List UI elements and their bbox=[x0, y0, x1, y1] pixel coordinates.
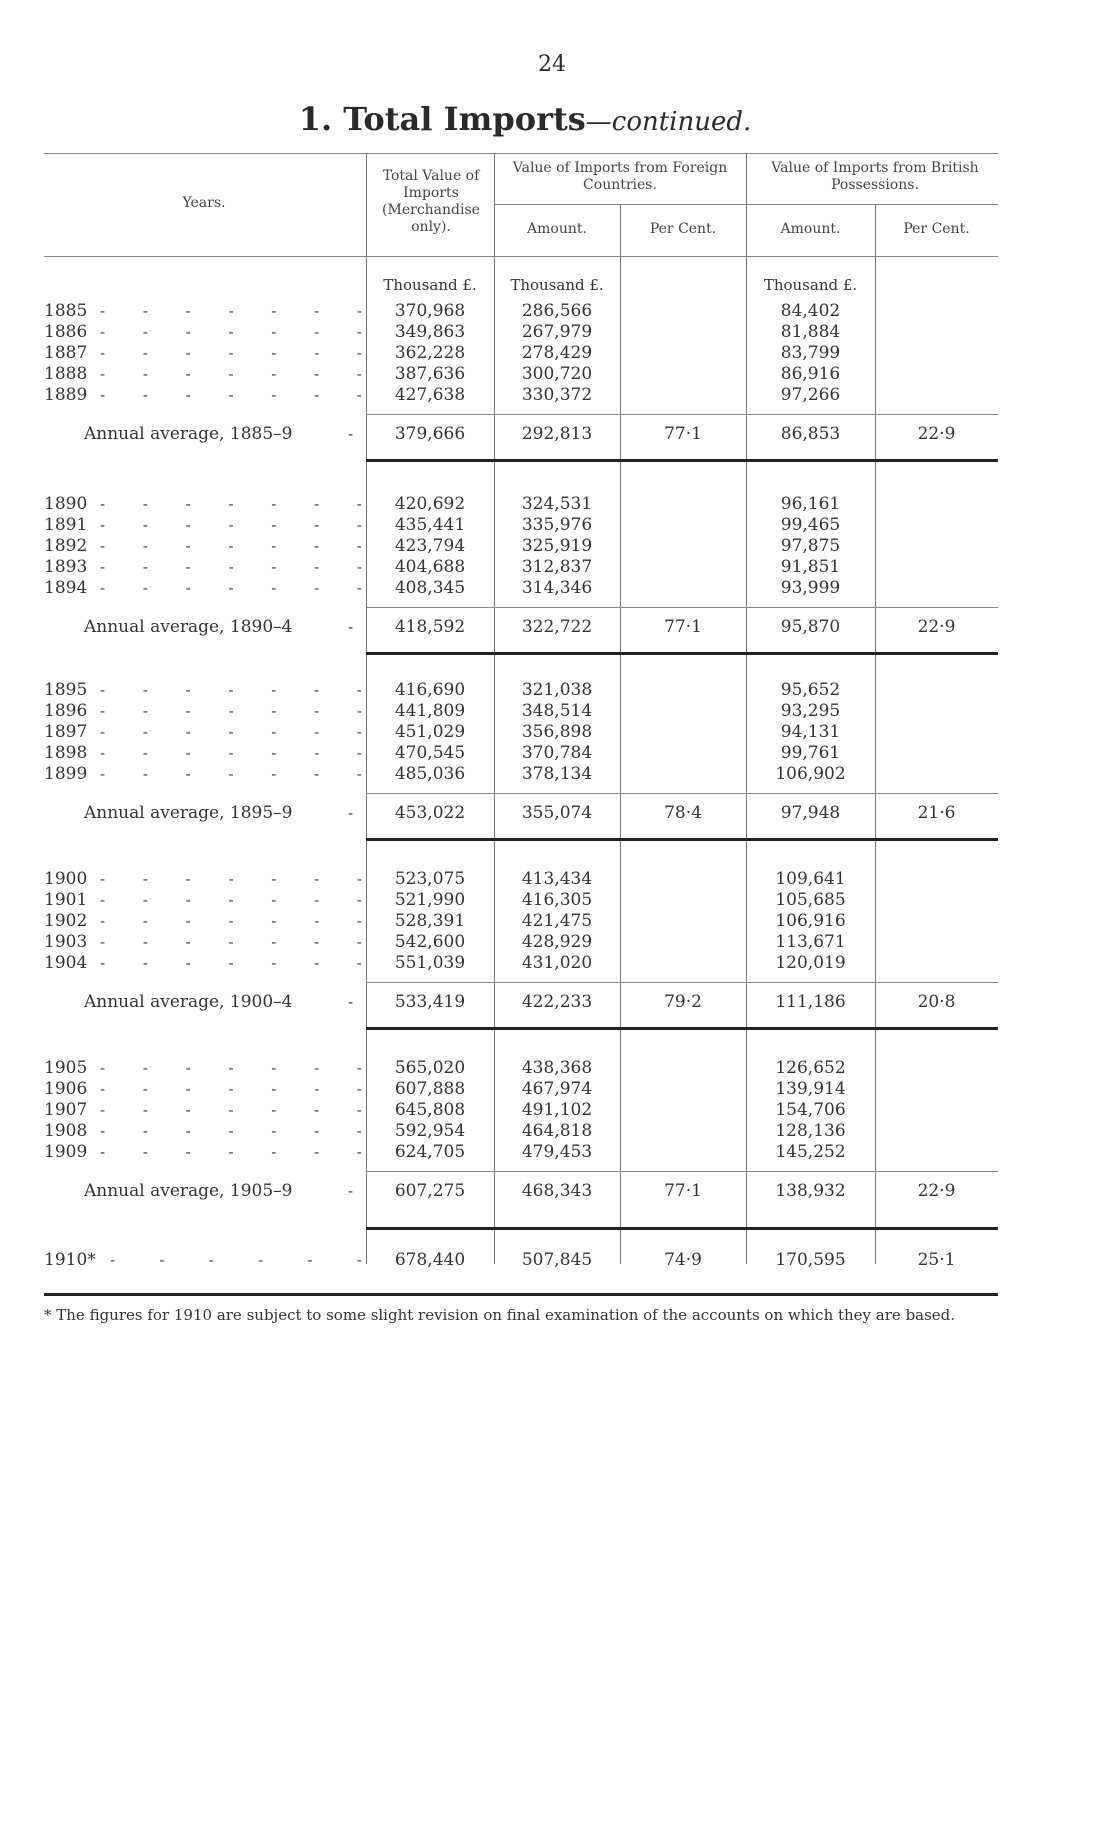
leader-dashes: - - - - - - - bbox=[100, 1101, 362, 1119]
leader-dashes: - - - - - - - bbox=[100, 765, 362, 783]
leader-dashes: - - - - - - - bbox=[100, 702, 362, 720]
average-rule bbox=[366, 982, 998, 983]
title-suffix: —continued. bbox=[585, 107, 752, 137]
foreign-amount-cell: 370,784 bbox=[521, 743, 593, 763]
year-cell: 1900 bbox=[44, 869, 88, 889]
foreign-amount-cell: 428,929 bbox=[521, 932, 593, 952]
average-foreign-pct: 77·1 bbox=[664, 424, 702, 444]
average-british: 86,853 bbox=[780, 424, 841, 444]
british-amount-cell: 106,916 bbox=[775, 911, 846, 931]
year-cell: 1897 bbox=[44, 722, 88, 742]
total-cell: 427,638 bbox=[394, 385, 466, 405]
total-cell: 387,636 bbox=[394, 364, 466, 384]
total-cell: 420,692 bbox=[394, 494, 466, 514]
year-cell: 1887 bbox=[44, 343, 88, 363]
year-cell: 1890 bbox=[44, 494, 88, 514]
foreign-amount-cell: 356,898 bbox=[521, 722, 593, 742]
unit-total: Thousand £. bbox=[383, 276, 477, 294]
leader-dashes: - - - - - - - bbox=[100, 365, 362, 383]
year-cell: 1898 bbox=[44, 743, 88, 763]
total-cell: 435,441 bbox=[394, 515, 466, 535]
british-amount-cell: 84,402 bbox=[780, 301, 841, 321]
foreign-amount-cell: 467,974 bbox=[521, 1079, 593, 1099]
group-separator bbox=[366, 652, 998, 655]
group-separator bbox=[366, 838, 998, 841]
leader-dashes: - - - - - - - bbox=[100, 516, 362, 534]
header-foreign: Value of Imports from Foreign Countries. bbox=[512, 160, 728, 193]
year-cell: 1907 bbox=[44, 1100, 88, 1120]
total-cell: 592,954 bbox=[394, 1121, 466, 1141]
year-cell: 1896 bbox=[44, 701, 88, 721]
leader-dashes: - - - - - - - bbox=[100, 344, 362, 362]
year-cell: 1903 bbox=[44, 932, 88, 952]
british-amount-cell: 86,916 bbox=[780, 364, 841, 384]
year-cell: 1908 bbox=[44, 1121, 88, 1141]
average-british-pct: 20·8 bbox=[917, 992, 956, 1012]
header-foreign-amount: Amount. bbox=[527, 221, 587, 237]
foreign-amount-cell: 324,531 bbox=[521, 494, 593, 514]
british-amount-cell: 91,851 bbox=[780, 557, 841, 577]
year-cell: 1894 bbox=[44, 578, 88, 598]
british-amount-cell: 120,019 bbox=[775, 953, 846, 973]
british-amount-cell: 106,902 bbox=[775, 764, 846, 784]
average-british-pct: 22·9 bbox=[917, 617, 956, 637]
british-amount-cell: 94,131 bbox=[780, 722, 841, 742]
header-years: Years. bbox=[182, 195, 226, 211]
average-british: 97,948 bbox=[780, 803, 841, 823]
title-main: 1. Total Imports bbox=[298, 100, 586, 138]
british-amount-cell: 99,761 bbox=[780, 743, 841, 763]
leader-dash: - bbox=[348, 1182, 354, 1200]
page-number: 24 bbox=[538, 52, 566, 77]
average-british-pct: 22·9 bbox=[917, 424, 956, 444]
header-foreign-per-cent: Per Cent. bbox=[649, 221, 717, 237]
total-cell: 404,688 bbox=[394, 557, 466, 577]
leader-dashes: - - - - - - - bbox=[100, 1059, 362, 1077]
average-foreign: 422,233 bbox=[521, 992, 593, 1012]
col-divider-total bbox=[494, 153, 495, 256]
leader-dashes: - - - - - - - bbox=[100, 579, 362, 597]
average-label: Annual average, 1885–9 bbox=[84, 424, 293, 444]
total-cell: 624,705 bbox=[394, 1142, 466, 1162]
average-total: 607,275 bbox=[394, 1181, 466, 1201]
average-rule bbox=[366, 793, 998, 794]
average-label: Annual average, 1890–4 bbox=[84, 617, 293, 637]
year-cell: 1905 bbox=[44, 1058, 88, 1078]
british-1910: 170,595 bbox=[775, 1250, 846, 1270]
foreign-amount-cell: 431,020 bbox=[521, 953, 593, 973]
year-cell: 1902 bbox=[44, 911, 88, 931]
foreign-amount-cell: 491,102 bbox=[521, 1100, 593, 1120]
leader-dashes: - - - - - - - bbox=[100, 537, 362, 555]
total-cell: 408,345 bbox=[394, 578, 466, 598]
average-british-pct: 22·9 bbox=[917, 1181, 956, 1201]
year-cell: 1893 bbox=[44, 557, 88, 577]
total-cell: 523,075 bbox=[394, 869, 466, 889]
year-cell: 1891 bbox=[44, 515, 88, 535]
leader-dashes: - - - - - - - bbox=[100, 302, 362, 320]
year-cell: 1899 bbox=[44, 764, 88, 784]
foreign-amount-cell: 286,566 bbox=[521, 301, 593, 321]
leader-dashes: - - - - - - - bbox=[100, 386, 362, 404]
average-total: 453,022 bbox=[394, 803, 466, 823]
british-amount-cell: 96,161 bbox=[780, 494, 841, 514]
foreign-amount-cell: 348,514 bbox=[521, 701, 593, 721]
total-cell: 470,545 bbox=[394, 743, 466, 763]
year-cell: 1906 bbox=[44, 1079, 88, 1099]
average-label: Annual average, 1895–9 bbox=[84, 803, 293, 823]
foreign-amount-cell: 300,720 bbox=[521, 364, 593, 384]
average-foreign: 355,074 bbox=[521, 803, 593, 823]
total-cell: 542,600 bbox=[394, 932, 466, 952]
total-cell: 521,990 bbox=[394, 890, 466, 910]
british-amount-cell: 95,652 bbox=[780, 680, 841, 700]
leader-dashes: - - - - - - bbox=[110, 1251, 362, 1269]
british-amount-cell: 154,706 bbox=[775, 1100, 846, 1120]
foreign-amount-cell: 325,919 bbox=[521, 536, 593, 556]
british-amount-cell: 105,685 bbox=[775, 890, 846, 910]
total-cell: 485,036 bbox=[394, 764, 466, 784]
british-amount-cell: 109,641 bbox=[775, 869, 846, 889]
leader-dashes: - - - - - - - bbox=[100, 933, 362, 951]
total-cell: 349,863 bbox=[394, 322, 466, 342]
foreign-pct-1910: 74·9 bbox=[664, 1250, 702, 1270]
british-amount-cell: 145,252 bbox=[775, 1142, 846, 1162]
average-total: 533,419 bbox=[394, 992, 466, 1012]
leader-dash: - bbox=[348, 618, 354, 636]
foreign-1910: 507,845 bbox=[521, 1250, 593, 1270]
foreign-amount-cell: 479,453 bbox=[521, 1142, 593, 1162]
total-cell: 423,794 bbox=[394, 536, 466, 556]
british-amount-cell: 128,136 bbox=[775, 1121, 846, 1141]
average-foreign: 322,722 bbox=[521, 617, 593, 637]
unit-british: Thousand £. bbox=[763, 276, 858, 294]
year-cell: 1885 bbox=[44, 301, 88, 321]
leader-dashes: - - - - - - - bbox=[100, 495, 362, 513]
group-separator bbox=[366, 459, 998, 462]
leader-dash: - bbox=[348, 993, 354, 1011]
average-foreign-pct: 77·1 bbox=[664, 1181, 702, 1201]
leader-dashes: - - - - - - - bbox=[100, 1080, 362, 1098]
average-british: 138,932 bbox=[775, 1181, 846, 1201]
foreign-amount-cell: 335,976 bbox=[521, 515, 593, 535]
table-top-rule bbox=[44, 153, 998, 154]
foreign-amount-cell: 330,372 bbox=[521, 385, 593, 405]
average-british: 111,186 bbox=[775, 992, 846, 1012]
unit-foreign: Thousand £. bbox=[510, 276, 604, 294]
year-cell: 1888 bbox=[44, 364, 88, 384]
total-cell: 645,808 bbox=[394, 1100, 466, 1120]
col-divider-years bbox=[366, 153, 367, 256]
year-cell: 1895 bbox=[44, 680, 88, 700]
total-cell: 362,228 bbox=[394, 343, 466, 363]
body-divider-foreign-pct bbox=[620, 256, 621, 1264]
year-cell: 1901 bbox=[44, 890, 88, 910]
header-british-amount: Amount. bbox=[780, 221, 841, 237]
leader-dashes: - - - - - - - bbox=[100, 1143, 362, 1161]
british-amount-cell: 83,799 bbox=[780, 343, 841, 363]
leader-dashes: - - - - - - - bbox=[100, 558, 362, 576]
total-cell: 607,888 bbox=[394, 1079, 466, 1099]
foreign-amount-cell: 413,434 bbox=[521, 869, 593, 889]
leader-dashes: - - - - - - - bbox=[100, 912, 362, 930]
average-foreign: 468,343 bbox=[521, 1181, 593, 1201]
leader-dashes: - - - - - - - bbox=[100, 744, 362, 762]
average-label: Annual average, 1905–9 bbox=[84, 1181, 293, 1201]
header-british: Value of Imports from British Possessions. bbox=[771, 160, 979, 193]
leader-dashes: - - - - - - - bbox=[100, 723, 362, 741]
total-1910: 678,440 bbox=[394, 1250, 466, 1270]
total-cell: 528,391 bbox=[394, 911, 466, 931]
foreign-amount-cell: 267,979 bbox=[521, 322, 593, 342]
year-1910: 1910* bbox=[44, 1250, 96, 1270]
rule-before-1910 bbox=[366, 1227, 998, 1230]
leader-dashes: - - - - - - - bbox=[100, 1122, 362, 1140]
foreign-amount-cell: 421,475 bbox=[521, 911, 593, 931]
group-separator bbox=[366, 1027, 998, 1030]
british-amount-cell: 99,465 bbox=[780, 515, 841, 535]
foreign-amount-cell: 416,305 bbox=[521, 890, 593, 910]
total-cell: 451,029 bbox=[394, 722, 466, 742]
average-rule bbox=[366, 607, 998, 608]
total-cell: 370,968 bbox=[394, 301, 466, 321]
british-pct-1910: 25·1 bbox=[917, 1250, 956, 1270]
year-cell: 1892 bbox=[44, 536, 88, 556]
total-cell: 441,809 bbox=[394, 701, 466, 721]
british-amount-cell: 97,875 bbox=[780, 536, 841, 556]
british-amount-cell: 93,999 bbox=[780, 578, 841, 598]
footnote: * The figures for 1910 are subject to some slight revision on final examination of the accounts on which they are based. bbox=[44, 1306, 956, 1324]
header-british-per-cent: Per Cent. bbox=[903, 221, 970, 237]
col-divider-foreign bbox=[746, 153, 747, 256]
body-divider-british-pct bbox=[875, 256, 876, 1264]
british-amount-cell: 139,914 bbox=[775, 1079, 846, 1099]
average-foreign: 292,813 bbox=[521, 424, 593, 444]
british-amount-cell: 97,266 bbox=[780, 385, 841, 405]
average-label: Annual average, 1900–4 bbox=[84, 992, 293, 1012]
average-total: 418,592 bbox=[394, 617, 466, 637]
british-amount-cell: 126,652 bbox=[775, 1058, 846, 1078]
average-rule bbox=[366, 414, 998, 415]
british-amount-cell: 81,884 bbox=[780, 322, 841, 342]
header-total-value: Total Value of Imports (Merchandise only). bbox=[382, 168, 480, 235]
average-rule bbox=[366, 1171, 998, 1172]
foreign-amount-cell: 464,818 bbox=[521, 1121, 593, 1141]
foreign-amount-cell: 314,346 bbox=[521, 578, 593, 598]
year-cell: 1889 bbox=[44, 385, 88, 405]
page-title bbox=[0, 100, 1050, 138]
average-foreign-pct: 79·2 bbox=[664, 992, 702, 1012]
year-cell: 1904 bbox=[44, 953, 88, 973]
foreign-amount-cell: 321,038 bbox=[521, 680, 593, 700]
table-bottom-rule bbox=[44, 1293, 998, 1296]
average-british-pct: 21·6 bbox=[917, 803, 956, 823]
leader-dash: - bbox=[348, 804, 354, 822]
foreign-amount-cell: 438,368 bbox=[521, 1058, 593, 1078]
leader-dashes: - - - - - - - bbox=[100, 954, 362, 972]
average-foreign-pct: 78·4 bbox=[664, 803, 702, 823]
year-cell: 1909 bbox=[44, 1142, 88, 1162]
british-amount-cell: 93,295 bbox=[780, 701, 841, 721]
leader-dashes: - - - - - - - bbox=[100, 891, 362, 909]
total-cell: 565,020 bbox=[394, 1058, 466, 1078]
leader-dashes: - - - - - - - bbox=[100, 681, 362, 699]
average-foreign-pct: 77·1 bbox=[664, 617, 702, 637]
british-amount-cell: 113,671 bbox=[775, 932, 846, 952]
leader-dashes: - - - - - - - bbox=[100, 870, 362, 888]
average-total: 379,666 bbox=[394, 424, 466, 444]
foreign-amount-cell: 378,134 bbox=[521, 764, 593, 784]
leader-dashes: - - - - - - - bbox=[100, 323, 362, 341]
header-bottom-rule bbox=[44, 256, 998, 257]
leader-dash: - bbox=[348, 425, 354, 443]
year-cell: 1886 bbox=[44, 322, 88, 342]
total-cell: 416,690 bbox=[394, 680, 466, 700]
foreign-amount-cell: 312,837 bbox=[521, 557, 593, 577]
average-british: 95,870 bbox=[780, 617, 841, 637]
total-cell: 551,039 bbox=[394, 953, 466, 973]
foreign-amount-cell: 278,429 bbox=[521, 343, 593, 363]
